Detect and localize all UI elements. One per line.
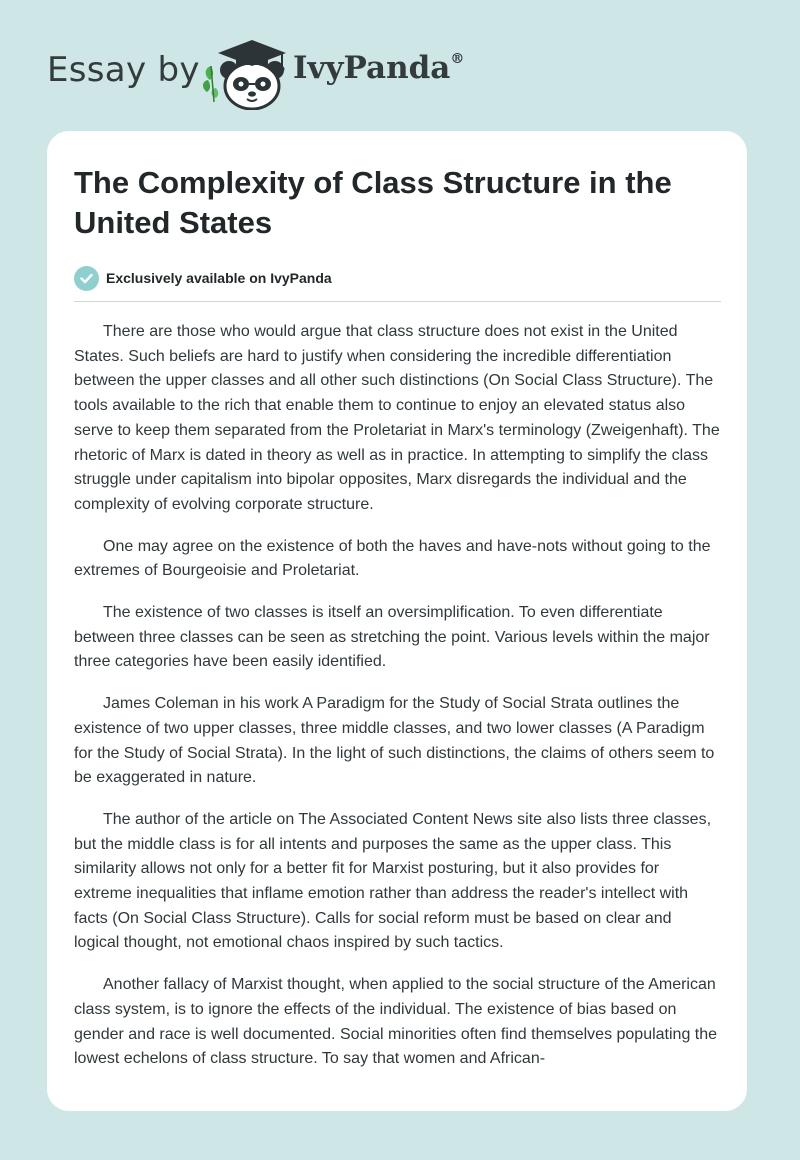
paragraph: The author of the article on The Associated Content News site also lists three classes, but the middle class is for all intents and purposes the same as the upper class. This similarity allows not only for a better fit for Marxist posturing, but it also provides for extreme inequalities that inflame emotion rather than address the reader's intellect with facts (On Social Class Structure). Calls for social reform must be based on clear and logical thought, not emotional chaos inspired by such tactics. bbox=[74, 810, 712, 952]
exclusive-badge bbox=[74, 265, 721, 291]
panda-logo-icon[interactable] bbox=[202, 36, 302, 110]
registered-mark: ® bbox=[450, 50, 465, 67]
essay-body bbox=[74, 320, 721, 1072]
paragraph: Another fallacy of Marxist thought, when applied to the social structure of the American class system, is to ignore the effects of the individual. The existence of bias based on gender and race is well documented. Social minorities often find themselves populating the lowest echelons of class structure. To say that women and African- bbox=[74, 976, 718, 1068]
brand-name[interactable] bbox=[293, 50, 464, 86]
paragraph: The existence of two classes is itself an oversimplification. To even differentiate between three classes can be seen as stretching the point. Various levels within the major three categories have been easily identified. bbox=[74, 604, 710, 671]
page-title: The Complexity of Class Structure in the United States bbox=[74, 165, 672, 240]
essay-card bbox=[47, 131, 747, 1111]
check-icon bbox=[74, 266, 99, 291]
divider bbox=[74, 301, 721, 302]
paragraph: There are those who would argue that class structure does not exist in the United States. Such beliefs are hard to justify when considering the incredible differentiation between the upper classes and all other such distinctions (On Social Class Structure). The tools available to the rich that enable them to continue to enjoy an elevated status also serve to keep them separated from the Proletariat in Marx's terminology (Zweigenhaft). The rhetoric of Marx is dated in theory as well as in practice. In attempting to simplify the class struggle under capitalism into bipolar opposites, Marx disregards the individual and the complexity of evolving corporate structure. bbox=[74, 323, 720, 513]
brand-name-text: IvyPanda bbox=[293, 50, 451, 86]
paragraph: James Coleman in his work A Paradigm for the Study of Social Strata outlines the existence of two upper classes, three middle classes, and two lower classes (A Paradigm for the Study of Social Strata). In the light of such distinctions, the claims of others seem to be exaggerated in nature. bbox=[74, 695, 715, 787]
site-header bbox=[47, 36, 507, 106]
essay-by-label: Essay by bbox=[47, 50, 200, 90]
paragraph: One may agree on the existence of both the haves and have-nots without going to the extremes of Bourgeoisie and Proletariat. bbox=[74, 537, 711, 580]
exclusive-badge-label: Exclusively available on IvyPanda bbox=[106, 270, 332, 286]
